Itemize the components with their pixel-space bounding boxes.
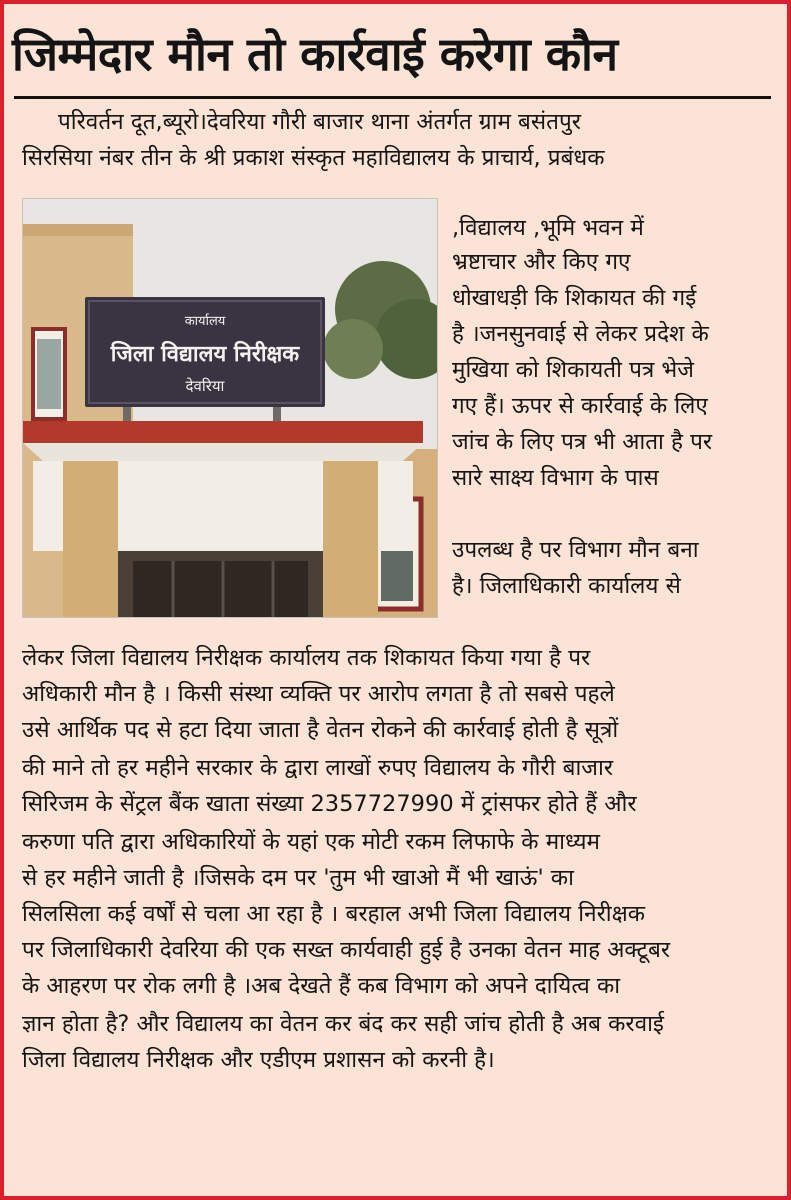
body-line: गए हैं। ऊपर से कार्रवाई के लिए [452,393,708,419]
body-line: सारे साक्ष्य विभाग के पास [452,465,659,491]
sign-line-2: जिला विद्यालय निरीक्षक [110,342,300,367]
body-line: लेकर जिला विद्यालय निरीक्षक कार्यालय तक शिकायत किया गया है पर [22,645,591,671]
body-line: से हर महीने जाती है ।जिसके दम पर 'तुम भी खाओ मैं भी खाऊं' का [22,865,574,891]
body-line: उपलब्ध है पर विभाग मौन बना [452,537,699,563]
headline: जिम्मेदार मौन तो कार्रवाई करेगा कौन [12,27,618,81]
body-line: सिरसिया नंबर तीन के श्री प्रकाश संस्कृत महाविद्यालय के प्राचार्य, प्रबंधक [22,145,605,171]
body-line: की माने तो हर महीने सरकार के द्वारा लाखों रुपए विद्यालय के गौरी बाजार [22,755,614,781]
body-line: सिरिजम के सेंट्रल बैंक खाता संख्या 2357727990 में ट्रांसफर होते हैं और [22,791,637,817]
body-line: परिवर्तन दूत,ब्यूरो।देवरिया गौरी बाजार थाना अंतर्गत ग्राम बसंतपुर [58,109,581,135]
body-line: है। जिलाधिकारी कार्यालय से [452,573,681,599]
body-line: मुखिया को शिकायती पत्र भेजे [452,357,694,383]
office-building-photo [22,198,438,618]
body-line: जिला विद्यालय निरीक्षक और एडीएम प्रशासन को करनी है। [22,1047,495,1073]
photo-illustration [23,199,437,617]
body-line: भ्रष्टाचार और किए गए [452,249,631,275]
body-line: अधिकारी मौन है । किसी संस्था व्यक्ति पर आरोप लगता है तो सबसे पहले [22,681,615,707]
body-line: जांच के लिए पत्र भी आता है पर [452,429,713,455]
body-line: ,विद्यालय ,भूमि भवन में [452,215,644,241]
body-line: सिलसिला कई वर्षों से चला आ रहा है । बरहाल अभी जिला विद्यालय निरीक्षक [22,901,646,927]
body-line: पर जिलाधिकारी देवरिया की एक सख्त कार्यवाही हुई है उनका वेतन माह अक्टूबर [22,937,671,963]
sign-line-3: देवरिया [185,377,225,395]
body-line: उसे आर्थिक पद से हटा दिया जाता है वेतन रोकने की कार्रवाई होती है सूत्रों [22,717,619,743]
body-line: है ।जनसुनवाई से लेकर प्रदेश के [452,321,709,347]
body-line: धोखाधड़ी कि शिकायत की गई [452,285,697,311]
sign-line-1: कार्यालय [184,314,226,329]
body-line: के आहरण पर रोक लगी है ।अब देखते हैं कब विभाग को अपने दायित्व का [22,973,621,999]
body-line: ज्ञान होता है? और विद्यालय का वेतन कर बंद कर सही जांच होती है अब करवाई [22,1011,664,1037]
headline-rule [14,96,771,99]
body-line: करुणा पति द्वारा अधिकारियों के यहां एक मोटी रकम लिफाफे के माध्यम [22,829,600,855]
